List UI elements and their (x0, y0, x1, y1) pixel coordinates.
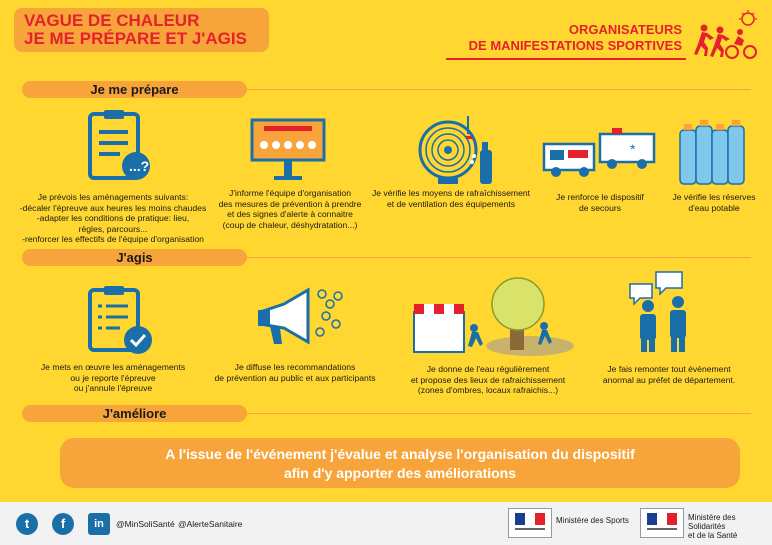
prepare-item-2: J'informe l'équipe d'organisation des mesures de prévention à prendre et des signes d'alerte à connaitre (coup de chaleur, déshydratation...) (218, 188, 362, 230)
prepare-item-5: Je vérifie les réserves d'eau potable (672, 192, 756, 213)
megaphone-icon (254, 284, 350, 354)
clipboard-check-icon (86, 284, 156, 358)
title-box (14, 8, 269, 52)
organizer-line-1: ORGANISATEURS (568, 22, 682, 37)
svg-text:...?: ...? (129, 158, 150, 174)
fan-spray-icon (414, 114, 502, 190)
prepare-item-1: Je prévois les aménagements suivants: -décaler l'épreuve aux heures les moins chaudes -adapter les conditions de pratique: lieu, règles, parcours... -renforcer les effectifs de l'équipe d'organisation (19, 192, 207, 245)
svg-text:*: * (630, 141, 636, 157)
facebook-icon[interactable]: f (52, 513, 74, 535)
twitter-icon[interactable]: t (16, 513, 38, 535)
clipboard-question-icon (86, 108, 154, 186)
twitter-handle-1[interactable]: @MinSoliSanté (116, 519, 175, 529)
final-evaluation-box (60, 438, 740, 488)
footer (0, 502, 772, 545)
title-line-1: VAGUE DE CHALEUR (24, 11, 200, 30)
water-bottles-icon (676, 118, 756, 188)
information-board-icon (250, 118, 326, 182)
section-divider (247, 257, 751, 258)
final-line-2: afin d'y apporter des améliorations (283, 465, 517, 481)
water-tree-shade-icon (410, 276, 575, 362)
runners-cyclist-sun-icon (690, 10, 762, 60)
ministry-sports: Ministère des Sports (556, 516, 629, 525)
phone-call-people-icon (626, 270, 708, 354)
title-line-2: JE ME PRÉPARE ET J'AGIS (24, 29, 247, 48)
organizer-heading (446, 10, 686, 60)
ambulance-fire-truck-icon (540, 122, 660, 182)
section-prepare-label: Je me prépare (22, 81, 247, 98)
section-ameliore-label: J'améliore (22, 405, 247, 422)
republique-francaise-logo (508, 508, 552, 538)
agis-item-1: Je mets en œuvre les aménagements ou je reporte l'épreuve ou j'annule l'épreuve (40, 362, 186, 394)
prepare-item-4: Je renforce le dispositif de secours (556, 192, 644, 213)
organizer-line-2: DE MANIFESTATIONS SPORTIVES (468, 38, 682, 53)
ministry-solidarites: Ministère des Solidarités et de la Santé (688, 513, 738, 540)
agis-item-3: Je donne de l'eau régulièrement et propose des lieux de rafraichissement (zones d'ombres, locaux rafraichis...) (410, 364, 566, 396)
prepare-item-3: Je vérifie les moyens de rafraîchissement et de ventilation des équipements (371, 188, 531, 209)
section-divider (247, 89, 751, 90)
agis-item-2: Je diffuse les recommandations de prévention au public et aux participants (214, 362, 376, 383)
linkedin-icon[interactable]: in (88, 513, 110, 535)
republique-francaise-logo (640, 508, 684, 538)
section-agis-label: J'agis (22, 249, 247, 266)
agis-item-4: Je fais remonter tout événement anormal au préfet de département. (602, 364, 736, 385)
final-line-1: A l'issue de l'événement j'évalue et analyse l'organisation du dispositif (165, 446, 635, 462)
section-divider (247, 413, 751, 414)
twitter-handle-2[interactable]: @AlerteSanitaire (178, 519, 243, 529)
